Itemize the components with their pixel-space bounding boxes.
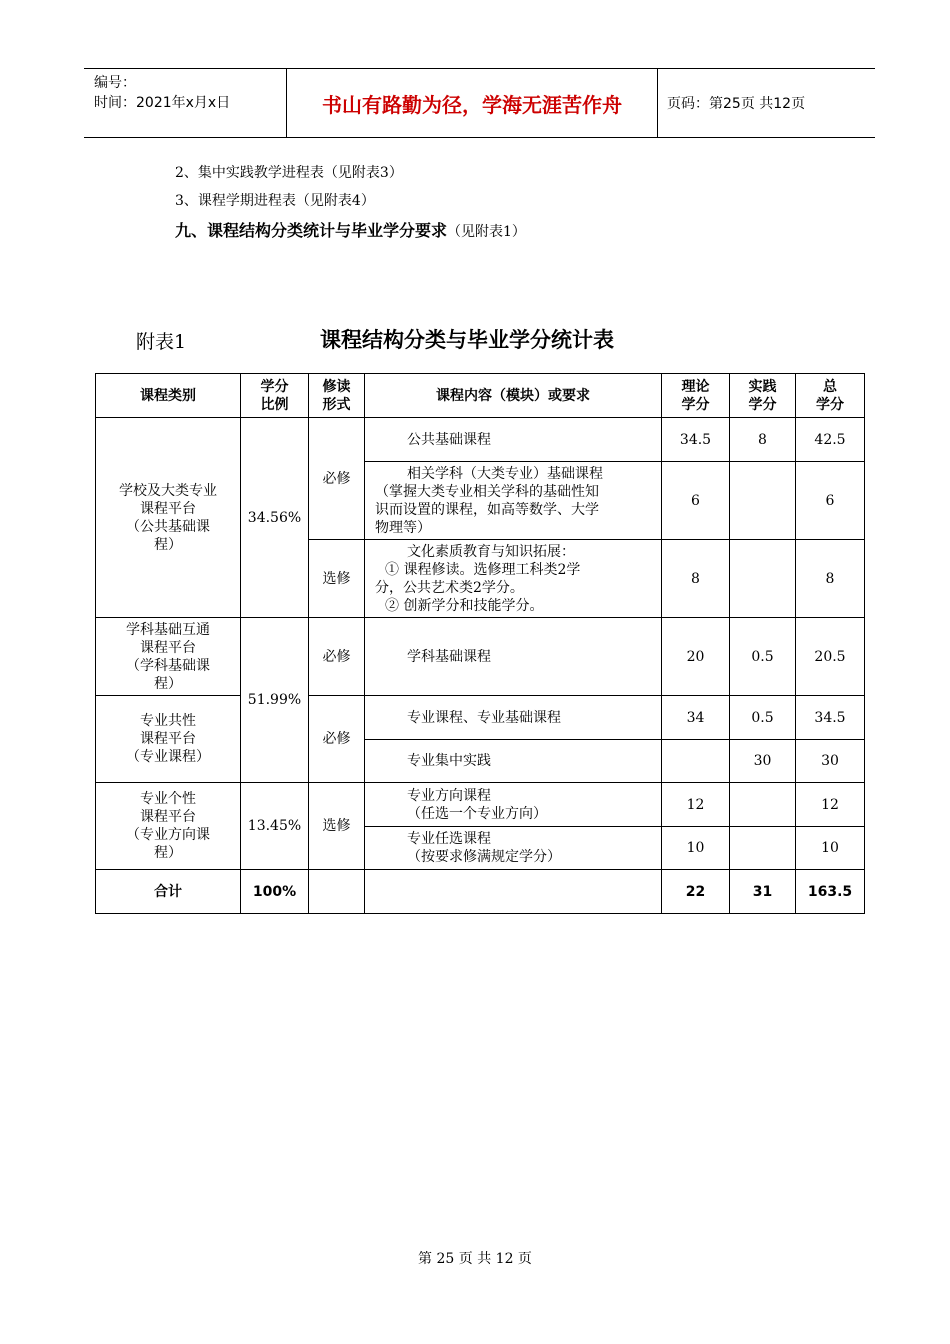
content-cell: 专业集中实践: [365, 740, 662, 783]
mode-cell: 必修: [309, 618, 365, 696]
mode-cell: 必修: [309, 696, 365, 783]
content-cell: 专业方向课程 （任选一个专业方向）: [365, 783, 662, 827]
theory-cell: 22: [662, 870, 730, 914]
header-motto: 书山有路勤为径，学海无涯苦作舟: [287, 69, 658, 137]
practice-cell: 30: [730, 740, 796, 783]
total-cell: 6: [796, 462, 865, 540]
category-cell: 学校及大类专业 课程平台 （公共基础课 程）: [96, 418, 241, 618]
theory-cell: 20: [662, 618, 730, 696]
content-cell: 学科基础课程: [365, 618, 662, 696]
theory-cell: 8: [662, 540, 730, 618]
content-cell: 相关学科（大类专业）基础课程 （掌握大类专业相关学科的基础性知 识而设置的课程，如高等数学、大学 物理等）: [365, 462, 662, 540]
col-header: 总 学分: [796, 374, 865, 418]
total-row: [96, 870, 865, 914]
col-header: 课程类别: [96, 374, 241, 418]
table-row: [96, 783, 865, 827]
list-item: 2、集中实践教学进程表（见附表3）: [175, 165, 403, 181]
total-cell: 20.5: [796, 618, 865, 696]
theory-cell: 12: [662, 783, 730, 827]
total-cell: 42.5: [796, 418, 865, 462]
mode-cell: 必修: [309, 418, 365, 540]
mode-cell: 选修: [309, 540, 365, 618]
total-cell: 12: [796, 783, 865, 827]
ratio-cell: 34.56%: [241, 418, 309, 618]
category-cell: 专业共性 课程平台 （专业课程）: [96, 696, 241, 783]
content-cell: 专业任选课程 （按要求修满规定学分）: [365, 827, 662, 870]
section-note: （见附表1）: [447, 224, 526, 240]
col-header: 理论 学分: [662, 374, 730, 418]
total-cell: 163.5: [796, 870, 865, 914]
section-title: 九、课程结构分类统计与毕业学分要求: [175, 221, 448, 240]
practice-cell: [730, 827, 796, 870]
table-label: 附表1: [136, 331, 187, 353]
empty-cell: [365, 870, 662, 914]
category-cell: 学科基础互通 课程平台 （学科基础课 程）: [96, 618, 241, 696]
content-cell: 文化素质教育与知识拓展： ① 课程修读。选修理工科类2学 分，公共艺术类2学分。 ② 创新学分和技能学分。: [365, 540, 662, 618]
ratio-cell: 51.99%: [241, 618, 309, 783]
practice-cell: 0.5: [730, 618, 796, 696]
practice-cell: 0.5: [730, 696, 796, 740]
practice-cell: 31: [730, 870, 796, 914]
content-cell: 专业课程、专业基础课程: [365, 696, 662, 740]
mode-cell: 选修: [309, 783, 365, 870]
table-header-row: [96, 374, 865, 418]
page-header: [84, 68, 875, 138]
list-item: 3、课程学期进程表（见附表4）: [175, 193, 375, 209]
empty-cell: [309, 870, 365, 914]
header-time: 时间：2021年x月x日: [94, 95, 231, 111]
theory-cell: 34: [662, 696, 730, 740]
table-title: 课程结构分类与毕业学分统计表: [320, 328, 614, 352]
practice-cell: 8: [730, 418, 796, 462]
col-header: 实践 学分: [730, 374, 796, 418]
table-row: [96, 618, 865, 696]
content-cell: 公共基础课程: [365, 418, 662, 462]
practice-cell: [730, 462, 796, 540]
total-cell: 10: [796, 827, 865, 870]
col-header: 修读 形式: [309, 374, 365, 418]
theory-cell: 6: [662, 462, 730, 540]
table-row: [96, 418, 865, 462]
section-heading: [175, 218, 526, 241]
ratio-cell: 13.45%: [241, 783, 309, 870]
header-page: 页码：第25页 共12页: [667, 96, 806, 112]
table-row: [96, 696, 865, 740]
practice-cell: [730, 783, 796, 827]
header-number: 编号：: [94, 75, 136, 91]
category-cell: 专业个性 课程平台 （专业方向课 程）: [96, 783, 241, 870]
theory-cell: 34.5: [662, 418, 730, 462]
practice-cell: [730, 540, 796, 618]
header-meta: [84, 69, 287, 137]
ratio-cell: 100%: [241, 870, 309, 914]
total-cell: 8: [796, 540, 865, 618]
theory-cell: [662, 740, 730, 783]
col-header: 学分 比例: [241, 374, 309, 418]
page-footer: 第 25 页 共 12 页: [418, 1251, 532, 1267]
col-header: 课程内容（模块）或要求: [365, 374, 662, 418]
total-label: 合计: [96, 870, 241, 914]
total-cell: 34.5: [796, 696, 865, 740]
total-cell: 30: [796, 740, 865, 783]
credit-table: [95, 373, 865, 914]
theory-cell: 10: [662, 827, 730, 870]
